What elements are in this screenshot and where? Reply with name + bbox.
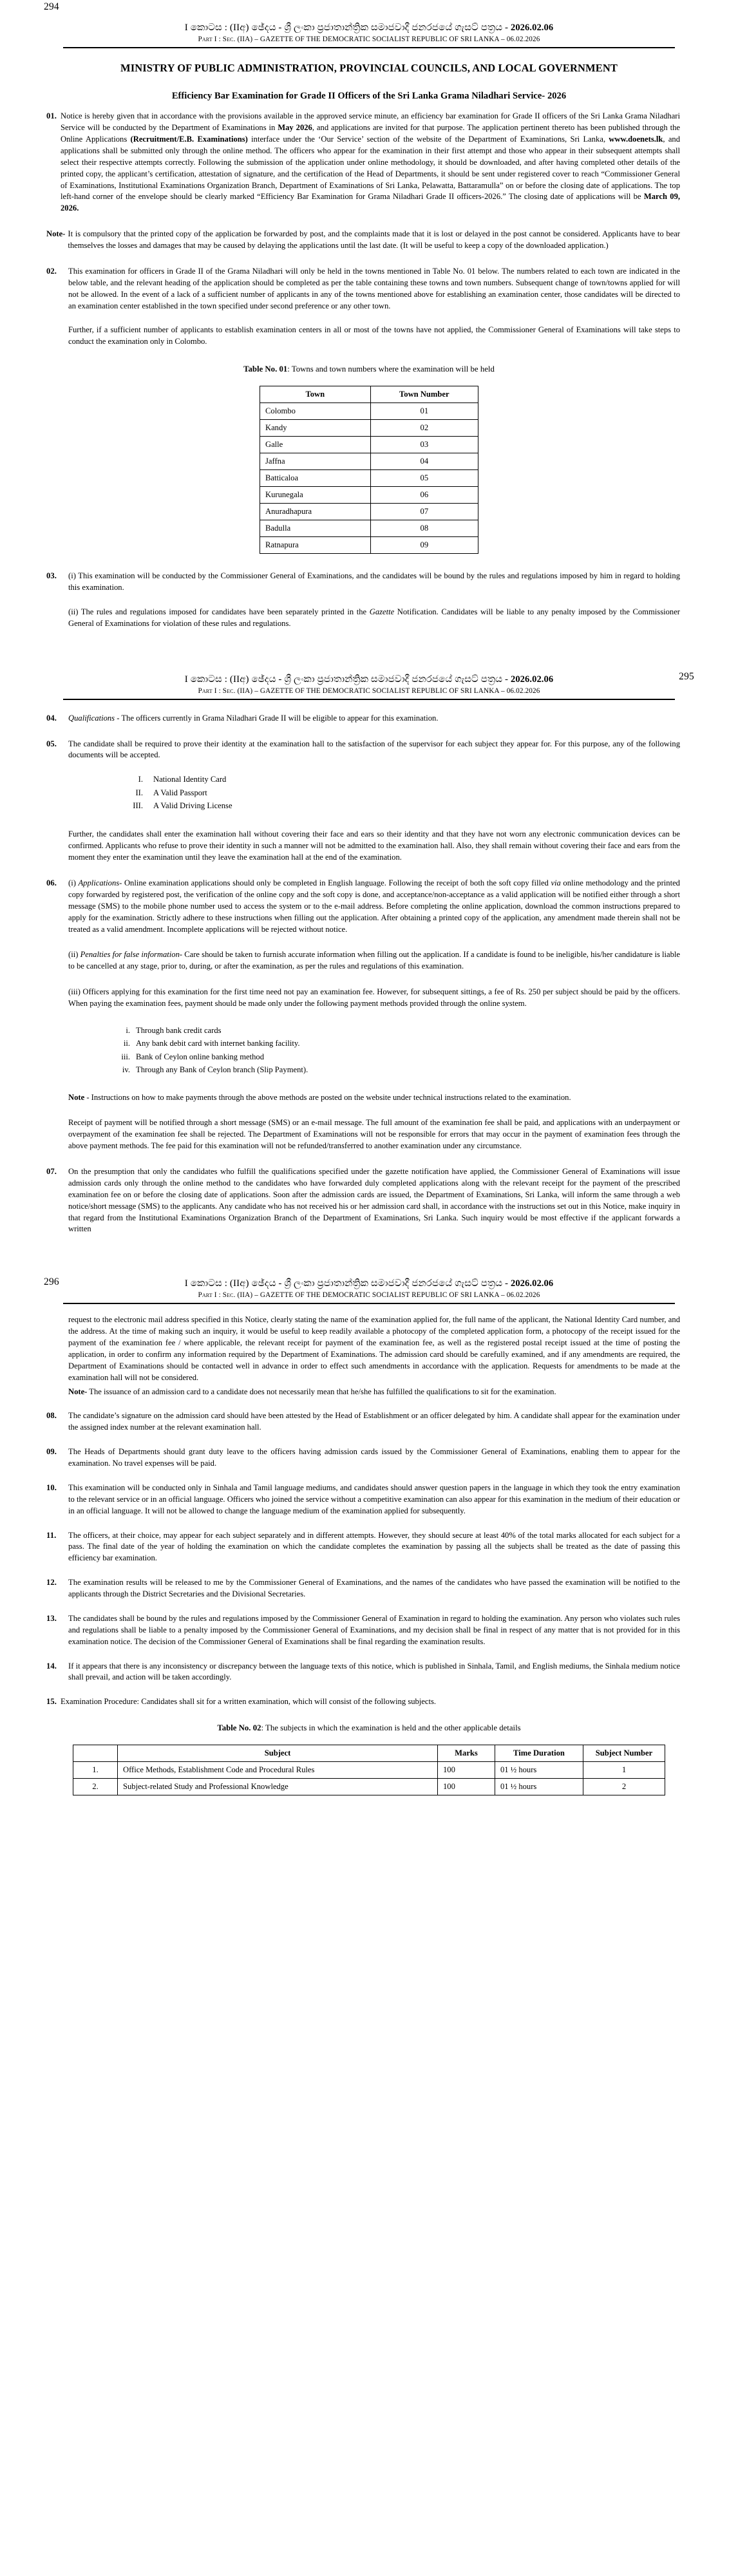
clause-12 (46, 1577, 680, 1600)
clause-09-number: 09. (46, 1447, 57, 1457)
clause-06-i-text-b: online methodology and the printed copy forwarded by registered post, the verification of the online copy and the soft copy is done, and acceptance/non-acceptance as a valid application will be notified either through a short message (SMS) to the mobile phone number used to access the system or to the e-mail address. Before completing the online application, download the common instructions prepared to apply for the examination. Strictly adhere to these instructions when filling out the application. After obtaining a printed copy of the application, any amendment made therein shall not be treated as a valid amendment. Incomplete applications will be rejected without notice. (68, 878, 680, 934)
table-header-row (73, 1745, 665, 1762)
list-item-numeral: iv. (122, 1065, 130, 1075)
clause-01-bold-interface: (Recruitment/E.B. Examinations) (130, 135, 248, 144)
table-row (260, 504, 478, 520)
table-1-header-town-number: Town Number (370, 386, 478, 403)
clause-05-number: 05. (46, 739, 57, 748)
running-head-sinhala-text: I කොටස : (IIඅ) ඡේදය - ශ්‍රී ලංකා ප්‍රජාතාන්ත්‍රික සමාජවාදී ජනරජයේ ගැසට් පත්‍රය - (184, 1278, 511, 1289)
gazette-page-295 (0, 670, 738, 1276)
running-head-sinhala-text: I කොටස : (IIඅ) ඡේදය - ශ්‍රී ලංකා ප්‍රජාතාන්ත්‍රික සමාජවාදී ජනරජයේ ගැසට් පත්‍රය - (184, 23, 511, 33)
running-head-sinhala (185, 674, 553, 685)
running-head-sinhala (185, 22, 553, 33)
clause-06-i-marker: (i) (68, 878, 79, 888)
clause-04 (46, 713, 680, 724)
town-number: 05 (370, 470, 478, 487)
clause-13-number: 13. (46, 1613, 57, 1623)
clause-01-text-d: , and applications shall be submitted only through the online method. The officers who appear for the examination in their first attempt and those who appear in their subsequent attempts shall select their respective attempts correctly. Following the submission of the application under online methodology, it should be downloaded, and after having completed other details of the printed copy, the applicant’s certification, attestation of signature, and the certification of the Head of Departments, it should be sent under registered cover to reach “Commissioner General of Examinations, Institutional Examinations Organization Branch, Department of Examinations of Sri Lanka, Pelawatta, Battaramulla” on or before the closing date of applications. The top left-hand corner of the envelope should be clearly marked “Efficiency Bar Examination for Grama Niladhari Grade II officers-2026.” The closing date of applications will be (61, 135, 681, 202)
clause-04-number: 04. (46, 713, 57, 723)
table-row (73, 1779, 665, 1795)
table-row (260, 403, 478, 420)
subjects-table (73, 1745, 665, 1795)
table-2-header-time-duration: Time Duration (495, 1745, 583, 1762)
clause-13-body: The candidates shall be bound by the rules and regulations imposed by the Commissioner General of Examination in regard to holding the examination. Any person who violates such rules and regulations shall be liable to a penalty imposed by the Commissioner General of Examinations, and my decision shall be final in respect of any matter that is not provided for in this examination notice. The decision of the Commissioner General of Examinations shall be final regarding the examination results. (68, 1613, 680, 1646)
clause-11-number: 11. (46, 1530, 57, 1540)
clause-03-gazette-italic: Gazette (369, 607, 395, 616)
note-2-label: Note (68, 1092, 85, 1102)
identity-documents-list (116, 773, 680, 812)
clause-06-penalties-italic: Penalties for false information (80, 950, 180, 960)
clause-06-ii-marker: (ii) (68, 950, 80, 960)
clause-07 (46, 1166, 680, 1235)
list-item (116, 799, 680, 812)
table-row (260, 487, 478, 504)
list-item-numeral: III. (133, 801, 143, 811)
table-row (260, 470, 478, 487)
list-item-label: National Identity Card (153, 775, 227, 784)
town-number: 08 (370, 520, 478, 537)
clause-14-body: If it appears that there is any inconsistency or discrepancy between the language texts of this notice, which is published in Sinhala, Tamil, and English mediums, the Sinhala medium notice shall prevail, and action will be taken accordingly. (68, 1661, 680, 1682)
table-row (73, 1762, 665, 1779)
list-item-numeral: i. (126, 1025, 130, 1035)
list-item (109, 1037, 680, 1050)
clause-06-number: 06. (46, 878, 57, 888)
table-2-header-subject-number: Subject Number (583, 1745, 665, 1762)
note-1-body: It is compulsory that the printed copy of the application be forwarded by post, and the complaints made that it is lost or delayed in the post cannot be considered. Applicants have to bear themselves the losses and damages that may be caused by delaying the applications until the last date. (It will be useful to keep a copy of the downloaded application.) (68, 229, 680, 251)
clause-01-text-b: , and applications are invited for that purpose. The application pertinent thereto has been published through the Online Applications (61, 123, 680, 144)
table-1-caption-text: : Towns and town numbers where the examination will be held (287, 365, 495, 374)
clause-07-number: 07. (46, 1167, 57, 1176)
clause-07-body: On the presumption that only the candidates who fulfill the qualifications specified under the gazette notification have applied, the Commissioner General of Examinations will issue admission cards only through the online method to the candidates who have forwarded duly completed applications along with the relevant receipt for the payment of the prescribed examination fee on or before the closing date of applications. Soon after the admission cards are issued, the Department of Examinations, Sri Lanka, will inform the same through a web notice/short message (SMS) to the applicants. Any candidate who has not received his or her admission card shall, in accordance with the instructions set out in this Notice, make inquiry in that regard from the Institutional Examinations Organization Branch of the Department of Examinations, Sri Lanka. Such inquiry would be most effective if the applicant forwards a written (68, 1167, 680, 1234)
clause-01-body (61, 111, 680, 214)
clause-07-continuation: request to the electronic mail address specified in this Notice, clearly stating the name of the examination applied for, the full name of the applicant, the National Identity Card number, and the address. At the time of making such an inquiry, it would be useful to keep readily available a photocopy of the completed application form, a photocopy of the receipt issued for the payment of the examination fee / where applicable, the relevant receipt for payment of the examination fee, as well as the registered postal receipt issued at the time of posting the application, in order to confirm any information required by the Department of Examinations. The admission card should be carefully examined, and if any amendments are required, the Department of Examinations should be contacted well in advance in order to effect such amendments in accordance with the application. Requests for amendments to be made at the examination hall will not be considered. (68, 1315, 680, 1382)
subject-index: 2. (73, 1779, 118, 1795)
receipt-of-payment-para: Receipt of payment will be notified through a short message (SMS) or an e-mail message. The full amount of the examination fee shall be paid, and applications with an underpayment or overpayment of the examination fee shall be rejected. The Department of Examinations will not be responsible for errors that may occur in the payment of examination fees through the above payment methods. The fee paid for this examination will not be refunded/transferred to another examination under any circumstance. (68, 1118, 680, 1151)
list-item (116, 773, 680, 786)
town-number: 09 (370, 537, 478, 554)
subject-number: 2 (583, 1779, 665, 1795)
clause-09 (46, 1446, 680, 1470)
clause-06-via-italic: via (551, 878, 561, 888)
running-head-sinhala-date: 2026.02.06 (510, 674, 554, 685)
subject-name: Office Methods, Establishment Code and Procedural Rules (118, 1762, 438, 1779)
town-name: Ratnapura (260, 537, 371, 554)
list-item (116, 786, 680, 799)
clause-06-body-ii (68, 949, 680, 972)
table-1-caption-label: Table No. 01 (243, 365, 288, 374)
clause-06-applications-italic: Applications (78, 878, 120, 888)
clause-06-body-iii: (iii) Officers applying for this examination for the first time need not pay an examination fee. However, for subsequent sittings, a fee of Rs. 250 per subject should be paid by the officers. When paying the examination fees, payment should be made only under the following payment methods provided through the online system. (68, 987, 680, 1009)
clause-02-number: 02. (46, 266, 57, 276)
table-1-caption (19, 365, 719, 374)
list-item (109, 1050, 680, 1063)
running-head-296 (19, 1275, 719, 1304)
towns-table (260, 386, 478, 554)
clause-12-number: 12. (46, 1578, 57, 1587)
town-number: 04 (370, 453, 478, 470)
table-2-caption-label: Table No. 02 (217, 1723, 261, 1733)
clause-05-further: Further, the candidates shall enter the examination hall without covering their face and ears so their identity and that they have not worn any electronic communication devices can be confirmed. Applicants who refuse to prove their identity in such a manner will not be admitted to the examination hall. Also, they shall remain without covering their face and ears from the moment they enter the examination until they leave the examination hall at the end of the examination. (68, 829, 680, 862)
list-item-label: Through any Bank of Ceylon branch (Slip Payment). (136, 1065, 308, 1075)
note-2 (68, 1092, 680, 1104)
clause-02 (46, 266, 680, 312)
running-head-294 (19, 0, 719, 48)
subject-duration: 01 ½ hours (495, 1779, 583, 1795)
table-2-header-marks: Marks (438, 1745, 495, 1762)
page-number-294: 294 (44, 1, 59, 12)
table-row (260, 453, 478, 470)
running-head-sinhala-date: 2026.02.06 (510, 1278, 554, 1289)
running-head-english: Part I : Sec. (IIA) – GAZETTE OF THE DEMOCRATIC SOCIALIST REPUBLIC OF SRI LANKA – 06.02.2026 (198, 687, 540, 695)
clause-10-number: 10. (46, 1482, 57, 1492)
table-2-caption (19, 1723, 719, 1733)
clause-04-text: - The officers currently in Grama Niladhari Grade II will be eligible to appear for this examination. (115, 713, 439, 723)
clause-03-body-ii (68, 607, 680, 630)
list-item-numeral: II. (135, 788, 143, 797)
clause-01-number: 01. (46, 111, 57, 121)
list-item-label: Through bank credit cards (136, 1025, 222, 1035)
subject-name: Subject-related Study and Professional Knowledge (118, 1779, 438, 1795)
running-head-295 (19, 670, 719, 700)
clause-10-body: This examination will be conducted only in Sinhala and Tamil language mediums, and candidates should answer question papers in the language in which they took the entry examination to the relevant service or in an official language. Officers who joined the service without a competitive examination can also appear for this examination in the medium of their education or in an official language. It will not be allowed to change the language medium of the examination applied for subsequently. (68, 1482, 680, 1515)
note-1 (46, 229, 680, 252)
list-item-numeral: ii. (123, 1039, 130, 1048)
town-name: Kandy (260, 420, 371, 437)
clause-15-number: 15. (46, 1697, 57, 1707)
subject-number: 1 (583, 1762, 665, 1779)
subject-marks: 100 (438, 1779, 495, 1795)
clause-09-body: The Heads of Departments should grant duty leave to the officers having admission cards issued by the Commissioner General of Examinations, enabling them to appear for the examination. No travel expenses will be paid. (68, 1447, 680, 1468)
clause-08 (46, 1410, 680, 1434)
clause-03-ii-text-b: Notification. Candidates will be liable to any penalty imposed by the Commissioner General of Examinations for violation of these rules and regulations. (68, 607, 680, 628)
running-head-sinhala-date: 2026.02.06 (510, 23, 554, 33)
list-item (109, 1024, 680, 1037)
table-2-header-subject: Subject (118, 1745, 438, 1762)
clause-15-body: Examination Procedure: Candidates shall sit for a written examination, which will consist of the following subjects. (61, 1697, 437, 1707)
clause-02-further: Further, if a sufficient number of applicants to establish examination centers in all or most of the towns have not applied, the Commissioner General of Examinations will take steps to conduct the examination only in Colombo. (68, 325, 680, 346)
subject-duration: 01 ½ hours (495, 1762, 583, 1779)
list-item (109, 1063, 680, 1076)
clause-08-number: 08. (46, 1411, 57, 1421)
clause-06-i-text-a: - Online examination applications should only be completed in English language. Following the receipt of both the soft copy filled (119, 878, 551, 888)
list-item-label: A Valid Passport (153, 788, 207, 797)
clause-01-website[interactable]: www.doenets.lk (609, 135, 663, 144)
town-name: Kurunegala (260, 487, 371, 504)
clause-04-qualifications-italic: Qualifications (68, 713, 115, 723)
clause-08-body: The candidate’s signature on the admission card should have been attested by the Head of Establishment or an officer delegated by him. A candidate shall appear for the examination under the assigned index number at the relevant examination hall. (68, 1411, 680, 1432)
running-head-sinhala-text: I කොටස : (IIඅ) ඡේදය - ශ්‍රී ලංකා ප්‍රජාතාන්ත්‍රික සමාජවාදී ජනරජයේ ගැසට් පත්‍රය - (184, 674, 511, 685)
exam-title: Efficiency Bar Examination for Grade II Officers of the Sri Lanka Grama Niladhari Service- 2026 (171, 91, 567, 102)
running-head-rule (63, 47, 675, 48)
clause-01-bold-date: May 2026 (278, 123, 312, 133)
clause-15 (46, 1696, 680, 1708)
clause-03 (46, 571, 680, 594)
clause-05 (46, 739, 680, 762)
list-item-label: A Valid Driving License (153, 801, 232, 811)
clause-14 (46, 1661, 680, 1684)
town-number: 06 (370, 487, 478, 504)
town-name: Batticaloa (260, 470, 371, 487)
running-head-sinhala (185, 1278, 553, 1289)
town-number: 02 (370, 420, 478, 437)
clause-01-text-c: interface under the ‘Our Service’ section of the website of the Department of Examinations, Sri Lanka, (247, 135, 609, 144)
list-item-label: Bank of Ceylon online banking method (136, 1052, 265, 1061)
note-3-text: The issuance of an admission card to a candidate does not necessarily mean that he/she has fulfilled the qualifications to sit for the examination. (87, 1387, 556, 1396)
clause-03-number: 03. (46, 571, 57, 581)
clause-14-number: 14. (46, 1661, 57, 1671)
clause-06-body-i (68, 878, 680, 935)
clause-03-ii-text-a: (ii) The rules and regulations imposed for candidates have been separately printed in the (68, 607, 370, 616)
clause-04-body (68, 713, 680, 724)
clause-11-body: The officers, at their choice, may appear for each subject separately and in different attempts. However, they should secure at least 40% of the total marks allocated for each subject for a pass. The final date of the year of holding the examination on which the candidate completes the examination by passing all the subjects shall be treated as the date of passing this efficiency bar examination. (68, 1530, 680, 1563)
town-name: Badulla (260, 520, 371, 537)
running-head-rule (63, 1303, 675, 1304)
note-3 (68, 1387, 680, 1398)
table-row (260, 420, 478, 437)
table-1-header-town: Town (260, 386, 371, 403)
page-number-296: 296 (44, 1276, 59, 1288)
note-3-label: Note- (68, 1387, 88, 1396)
clause-05-body: The candidate shall be required to prove their identity at the examination hall to the satisfaction of the supervisor for each subject they appear for. For this purpose, any of the following documents will be accepted. (68, 739, 680, 760)
list-item-numeral: I. (138, 775, 143, 784)
clause-06 (46, 878, 680, 935)
running-head-english: Part I : Sec. (IIA) – GAZETTE OF THE DEMOCRATIC SOCIALIST REPUBLIC OF SRI LANKA – 06.02.2026 (198, 35, 540, 43)
list-item-label: Any bank debit card with internet banking facility. (136, 1039, 300, 1048)
running-head-english: Part I : Sec. (IIA) – GAZETTE OF THE DEMOCRATIC SOCIALIST REPUBLIC OF SRI LANKA – 06.02.2026 (198, 1291, 540, 1300)
payment-methods-list (109, 1024, 680, 1077)
clause-12-body: The examination results will be released to me by the Commissioner General of Examinations, and the names of the candidates who have passed the examination will be notified to the applicants through the District Secretaries and the Divisional Secretaries. (68, 1578, 680, 1598)
clause-10 (46, 1482, 680, 1517)
note-2-text: - Instructions on how to make payments through the above methods are posted on the website under technical instructions related to the examination. (84, 1092, 571, 1102)
clause-06-ii-text: - Care should be taken to furnish accurate information when filling out the application. If a candidate is found to be ineligible, his/her candidature is liable to be cancelled at any stage, prior to, during, or after the examination, as per the rules and regulations of this examination. (68, 950, 680, 971)
subject-index: 1. (73, 1762, 118, 1779)
town-name: Colombo (260, 403, 371, 420)
table-2-header-blank (73, 1745, 118, 1762)
note-1-label: Note- (46, 229, 66, 239)
table-row (260, 520, 478, 537)
page-number-295: 295 (679, 670, 694, 682)
subject-marks: 100 (438, 1762, 495, 1779)
table-row (260, 537, 478, 554)
town-number: 03 (370, 437, 478, 453)
table-2-caption-text: : The subjects in which the examination is held and the other applicable details (261, 1723, 521, 1733)
list-item-numeral: iii. (121, 1052, 130, 1061)
town-name: Anuradhapura (260, 504, 371, 520)
clause-01 (46, 111, 680, 214)
running-head-rule (63, 699, 675, 700)
clause-03-body-i: (i) This examination will be conducted by the Commissioner General of Examinations, and the candidates will be bound by the rules and regulations imposed by him in regard to holding this examination. (68, 571, 680, 592)
town-name: Galle (260, 437, 371, 453)
clause-02-body: This examination for officers in Grade II of the Grama Niladhari will only be held in the towns mentioned in Table No. 01 below. The numbers related to each town are indicated in the below table, and the relevant heading of the application should be completed as per the table containing these towns and town numbers. Subsequent change of town/towns applied for will not be allowed. In the event of a lack of a sufficient number of applicants in any of the towns mentioned above for establishing an examination center, those candidates will be directed to an examination center established in the town specified under second preference or any other town. (68, 266, 680, 310)
gazette-page-294 (0, 0, 738, 670)
ministry-title: MINISTRY OF PUBLIC ADMINISTRATION, PROVINCIAL COUNCILS, AND LOCAL GOVERNMENT (120, 62, 618, 74)
clause-01-text-a: Notice is hereby given that in accordance with the provisions available in the approved service minute, an efficiency bar examination for Grade II officers of the Sri Lanka Grama Niladhari Service will be conducted by the Department of Examinations in (61, 111, 680, 133)
town-name: Jaffna (260, 453, 371, 470)
clause-01-closing-date: March 09, 2026. (61, 192, 681, 213)
town-number: 01 (370, 403, 478, 420)
table-header-row (260, 386, 478, 403)
town-number: 07 (370, 504, 478, 520)
clause-13 (46, 1613, 680, 1648)
table-row (260, 437, 478, 453)
gazette-page-296 (0, 1275, 738, 1817)
clause-11 (46, 1530, 680, 1565)
